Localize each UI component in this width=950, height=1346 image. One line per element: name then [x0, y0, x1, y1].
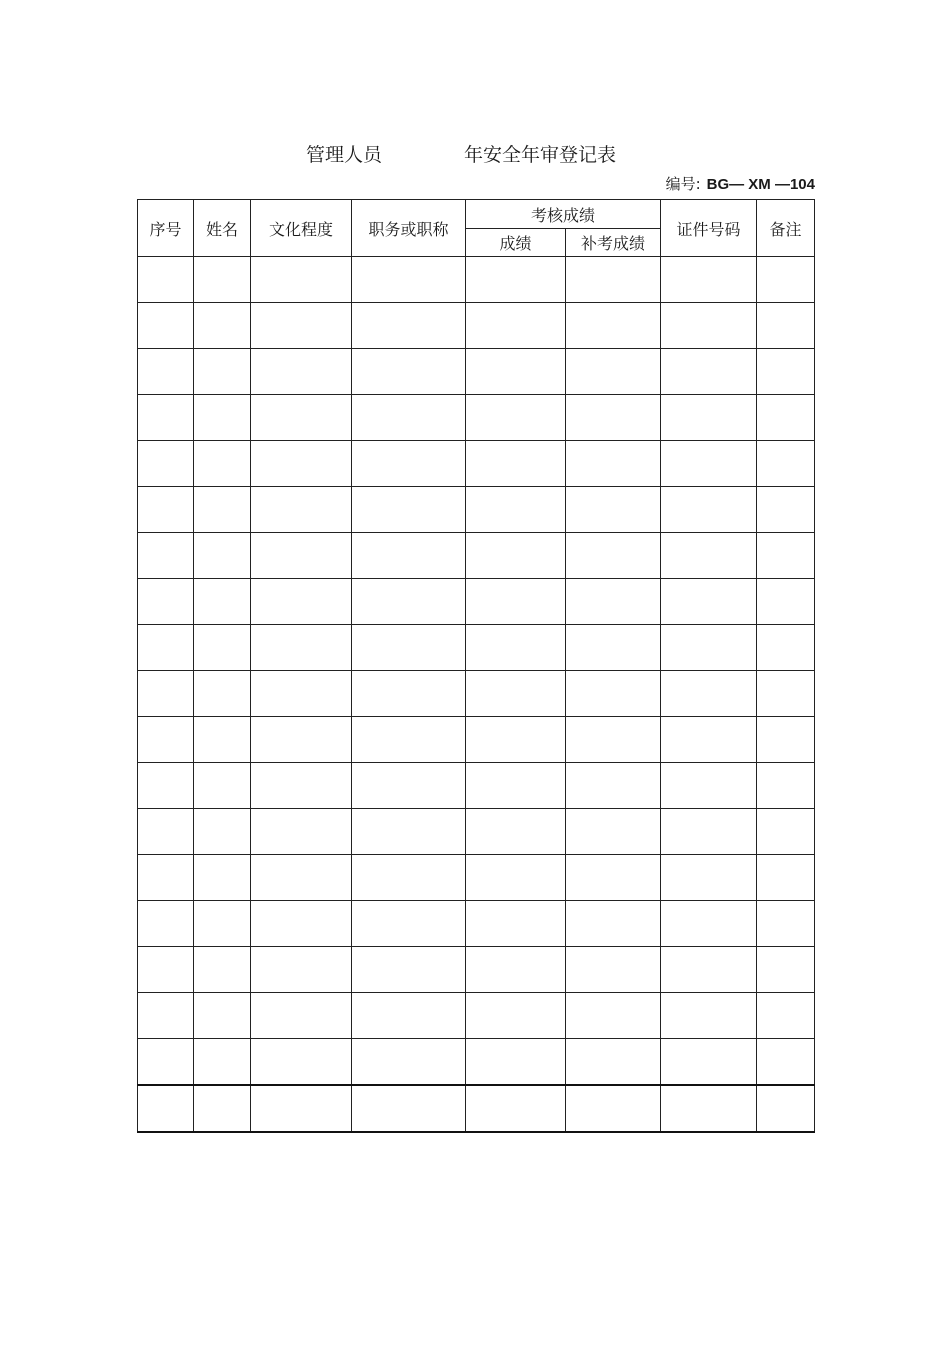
- cell-remark: [757, 1039, 815, 1086]
- cell-name: [194, 487, 251, 533]
- header-cert-no: 证件号码: [661, 200, 757, 257]
- table-row: [138, 901, 815, 947]
- cell-makeup-score: [566, 901, 661, 947]
- cell-seq: [138, 1085, 194, 1132]
- cell-makeup-score: [566, 533, 661, 579]
- cell-cert-no: [661, 671, 757, 717]
- cell-education: [251, 671, 352, 717]
- cell-education: [251, 993, 352, 1039]
- title-part-1: 管理人员: [306, 144, 383, 166]
- cell-education: [251, 441, 352, 487]
- cell-makeup-score: [566, 441, 661, 487]
- cell-position: [352, 809, 466, 855]
- cell-score: [466, 625, 566, 671]
- cell-position: [352, 1085, 466, 1132]
- cell-cert-no: [661, 625, 757, 671]
- cell-name: [194, 395, 251, 441]
- title-part-2: 年安全年审登记表: [464, 144, 617, 166]
- cell-makeup-score: [566, 993, 661, 1039]
- cell-remark: [757, 579, 815, 625]
- cell-position: [352, 947, 466, 993]
- cell-makeup-score: [566, 487, 661, 533]
- cell-remark: [757, 809, 815, 855]
- document-code-label: 编号:: [665, 175, 701, 193]
- cell-seq: [138, 487, 194, 533]
- cell-seq: [138, 717, 194, 763]
- cell-seq: [138, 809, 194, 855]
- cell-remark: [757, 487, 815, 533]
- table-row: [138, 533, 815, 579]
- cell-education: [251, 349, 352, 395]
- cell-education: [251, 487, 352, 533]
- cell-remark: [757, 763, 815, 809]
- table-row: [138, 717, 815, 763]
- cell-makeup-score: [566, 671, 661, 717]
- cell-seq: [138, 763, 194, 809]
- table-row: [138, 993, 815, 1039]
- cell-name: [194, 993, 251, 1039]
- cell-remark: [757, 993, 815, 1039]
- cell-education: [251, 257, 352, 303]
- cell-position: [352, 717, 466, 763]
- cell-remark: [757, 947, 815, 993]
- cell-cert-no: [661, 763, 757, 809]
- cell-makeup-score: [566, 1039, 661, 1086]
- header-position: 职务或职称: [352, 200, 466, 257]
- cell-seq: [138, 993, 194, 1039]
- table-row: [138, 809, 815, 855]
- cell-makeup-score: [566, 257, 661, 303]
- cell-position: [352, 579, 466, 625]
- cell-education: [251, 303, 352, 349]
- table-row: [138, 763, 815, 809]
- cell-remark: [757, 901, 815, 947]
- cell-cert-no: [661, 257, 757, 303]
- cell-education: [251, 809, 352, 855]
- cell-name: [194, 1039, 251, 1086]
- table-row: [138, 947, 815, 993]
- cell-name: [194, 625, 251, 671]
- cell-education: [251, 1039, 352, 1086]
- header-remark: 备注: [757, 200, 815, 257]
- cell-remark: [757, 395, 815, 441]
- cell-makeup-score: [566, 855, 661, 901]
- cell-position: [352, 441, 466, 487]
- cell-remark: [757, 441, 815, 487]
- cell-name: [194, 763, 251, 809]
- document-code-value: BG— XM —104: [706, 176, 815, 193]
- cell-cert-no: [661, 349, 757, 395]
- cell-position: [352, 395, 466, 441]
- cell-position: [352, 1039, 466, 1086]
- table-row: [138, 441, 815, 487]
- cell-cert-no: [661, 579, 757, 625]
- cell-remark: [757, 625, 815, 671]
- cell-score: [466, 671, 566, 717]
- cell-seq: [138, 855, 194, 901]
- cell-seq: [138, 257, 194, 303]
- cell-remark: [757, 303, 815, 349]
- cell-cert-no: [661, 1085, 757, 1132]
- cell-name: [194, 257, 251, 303]
- cell-name: [194, 349, 251, 395]
- cell-score: [466, 395, 566, 441]
- document-code: [600, 173, 815, 194]
- cell-score: [466, 579, 566, 625]
- cell-makeup-score: [566, 717, 661, 763]
- cell-seq: [138, 533, 194, 579]
- cell-seq: [138, 395, 194, 441]
- cell-name: [194, 303, 251, 349]
- cell-name: [194, 901, 251, 947]
- cell-position: [352, 487, 466, 533]
- cell-score: [466, 1039, 566, 1086]
- cell-name: [194, 1085, 251, 1132]
- table-row: [138, 855, 815, 901]
- cell-education: [251, 395, 352, 441]
- cell-score: [466, 717, 566, 763]
- cell-score: [466, 993, 566, 1039]
- cell-education: [251, 763, 352, 809]
- cell-name: [194, 671, 251, 717]
- cell-cert-no: [661, 855, 757, 901]
- cell-seq: [138, 947, 194, 993]
- table-row: [138, 257, 815, 303]
- cell-score: [466, 763, 566, 809]
- cell-cert-no: [661, 487, 757, 533]
- registration-table: [137, 199, 815, 1133]
- cell-remark: [757, 533, 815, 579]
- cell-position: [352, 257, 466, 303]
- cell-cert-no: [661, 947, 757, 993]
- cell-education: [251, 533, 352, 579]
- header-exam-group: 考核成绩: [466, 200, 661, 229]
- cell-seq: [138, 901, 194, 947]
- cell-makeup-score: [566, 625, 661, 671]
- cell-name: [194, 947, 251, 993]
- cell-score: [466, 303, 566, 349]
- table-row: [138, 579, 815, 625]
- cell-position: [352, 625, 466, 671]
- header-name: 姓名: [194, 200, 251, 257]
- cell-makeup-score: [566, 579, 661, 625]
- cell-education: [251, 947, 352, 993]
- cell-cert-no: [661, 1039, 757, 1086]
- cell-makeup-score: [566, 763, 661, 809]
- cell-makeup-score: [566, 303, 661, 349]
- cell-name: [194, 809, 251, 855]
- cell-remark: [757, 1085, 815, 1132]
- cell-education: [251, 717, 352, 763]
- cell-education: [251, 625, 352, 671]
- table-row: [138, 625, 815, 671]
- cell-score: [466, 487, 566, 533]
- table-row: [138, 303, 815, 349]
- cell-seq: [138, 671, 194, 717]
- cell-education: [251, 579, 352, 625]
- header-score: 成绩: [466, 229, 566, 257]
- cell-score: [466, 441, 566, 487]
- cell-makeup-score: [566, 947, 661, 993]
- cell-name: [194, 579, 251, 625]
- cell-seq: [138, 579, 194, 625]
- table-row: [138, 487, 815, 533]
- cell-cert-no: [661, 441, 757, 487]
- cell-seq: [138, 625, 194, 671]
- cell-education: [251, 901, 352, 947]
- cell-name: [194, 533, 251, 579]
- cell-cert-no: [661, 717, 757, 763]
- cell-makeup-score: [566, 809, 661, 855]
- cell-score: [466, 533, 566, 579]
- header-seq: 序号: [138, 200, 194, 257]
- cell-name: [194, 441, 251, 487]
- cell-remark: [757, 257, 815, 303]
- cell-position: [352, 303, 466, 349]
- cell-score: [466, 947, 566, 993]
- cell-makeup-score: [566, 349, 661, 395]
- cell-score: [466, 257, 566, 303]
- cell-score: [466, 1085, 566, 1132]
- cell-remark: [757, 349, 815, 395]
- cell-cert-no: [661, 809, 757, 855]
- cell-name: [194, 855, 251, 901]
- cell-seq: [138, 303, 194, 349]
- table-row: [138, 349, 815, 395]
- table-row: [138, 1039, 815, 1086]
- cell-score: [466, 349, 566, 395]
- cell-score: [466, 855, 566, 901]
- table-row: [138, 671, 815, 717]
- cell-education: [251, 1085, 352, 1132]
- page-title: [0, 140, 950, 168]
- cell-score: [466, 809, 566, 855]
- cell-position: [352, 533, 466, 579]
- header-education: 文化程度: [251, 200, 352, 257]
- cell-cert-no: [661, 901, 757, 947]
- cell-score: [466, 901, 566, 947]
- cell-cert-no: [661, 993, 757, 1039]
- cell-education: [251, 855, 352, 901]
- cell-cert-no: [661, 533, 757, 579]
- cell-remark: [757, 855, 815, 901]
- cell-position: [352, 349, 466, 395]
- cell-position: [352, 671, 466, 717]
- cell-makeup-score: [566, 1085, 661, 1132]
- table-row: [138, 1085, 815, 1132]
- cell-remark: [757, 717, 815, 763]
- header-makeup-score: 补考成绩: [566, 229, 661, 257]
- cell-cert-no: [661, 303, 757, 349]
- cell-position: [352, 993, 466, 1039]
- cell-position: [352, 763, 466, 809]
- cell-seq: [138, 1039, 194, 1086]
- cell-position: [352, 855, 466, 901]
- cell-makeup-score: [566, 395, 661, 441]
- cell-position: [352, 901, 466, 947]
- cell-seq: [138, 349, 194, 395]
- cell-seq: [138, 441, 194, 487]
- cell-remark: [757, 671, 815, 717]
- cell-name: [194, 717, 251, 763]
- table-row: [138, 395, 815, 441]
- cell-cert-no: [661, 395, 757, 441]
- table-body: [138, 257, 815, 1133]
